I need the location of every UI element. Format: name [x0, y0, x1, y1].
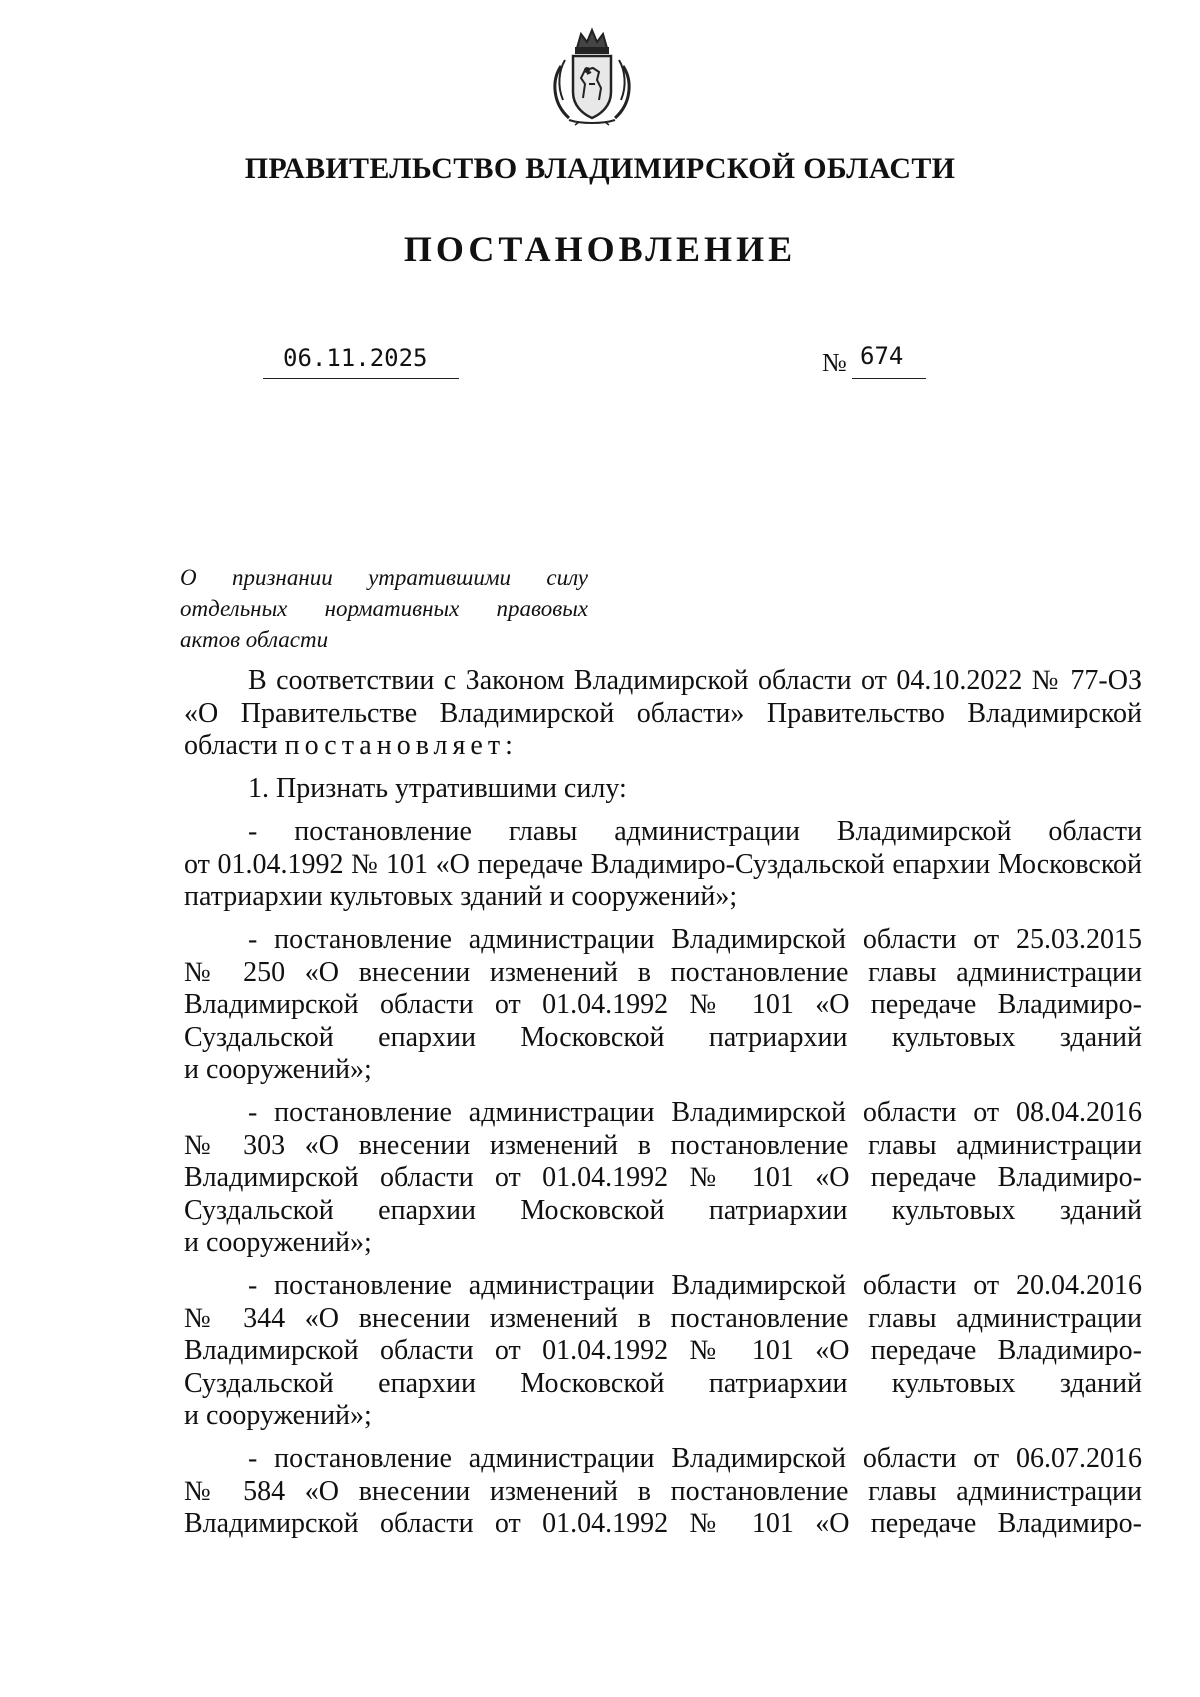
- body-line: - постановление администрации Владимирской области от 25.03.2015: [248, 924, 1142, 955]
- resolves-word: постановляет:: [284, 730, 518, 761]
- body-line: и сооружений»;: [184, 1054, 372, 1085]
- list-entry: [184, 1443, 1142, 1541]
- body-line: от 01.04.1992 № 101 «О передаче Владимиро-Суздальской епархии Московской: [184, 848, 1142, 880]
- document-number: 674: [860, 342, 904, 370]
- intro-paragraph: [184, 665, 1142, 763]
- body-line: Владимирской области от 01.04.1992 № 101 «О передаче Владимиро-: [184, 1162, 1142, 1193]
- body-line: № 250 «О внесении изменений в постановление главы администрации: [184, 956, 1142, 988]
- body-line: 1. Признать утратившими силу:: [248, 773, 627, 804]
- body-line: области постановляет:: [184, 730, 518, 761]
- list-entry: [184, 816, 1142, 914]
- list-entry: [184, 1270, 1142, 1433]
- body-line: патриархии культовых зданий и сооружений»;: [184, 881, 738, 912]
- title-line: О признании утратившими силу: [180, 565, 588, 590]
- body-line: «О Правительстве Владимирской области» Правительство Владимирской: [184, 697, 1142, 729]
- body-line: Владимирской области от 01.04.1992 № 101 «О передаче Владимиро-: [184, 1335, 1142, 1366]
- body-line: - постановление главы администрации Владимирской области: [248, 816, 1142, 847]
- body-line: № 344 «О внесении изменений в постановление главы администрации: [184, 1302, 1142, 1334]
- organization-name: ПРАВИТЕЛЬСТВО ВЛАДИМИРСКОЙ ОБЛАСТИ: [244, 152, 956, 185]
- body-line: - постановление администрации Владимирской области от 06.07.2016: [248, 1443, 1142, 1474]
- body-line: В соответствии с Законом Владимирской области от 04.10.2022 № 77-ОЗ: [248, 665, 1142, 696]
- body-line: Владимирской области от 01.04.1992 № 101 «О передаче Владимиро-: [184, 989, 1142, 1020]
- body-line: № 303 «О внесении изменений в постановление главы администрации: [184, 1129, 1142, 1161]
- body-line: и сооружений»;: [184, 1227, 372, 1258]
- body-line: Суздальской епархии Московской патриархии культовых зданий: [184, 1367, 1142, 1399]
- document-type: ПОСТАНОВЛЕНИЕ: [403, 229, 797, 269]
- body-line: Владимирской области от 01.04.1992 № 101 «О передаче Владимиро-: [184, 1508, 1142, 1539]
- document-body: [184, 665, 1142, 1551]
- item-1-paragraph: [184, 773, 1142, 806]
- body-line: - постановление администрации Владимирской области от 20.04.2016: [248, 1270, 1142, 1301]
- title-line: актов области: [180, 627, 329, 652]
- title-line: отдельных нормативных правовых: [180, 596, 588, 621]
- number-sign: №: [822, 348, 847, 377]
- body-line: Суздальской епархии Московской патриархии культовых зданий: [184, 1021, 1142, 1053]
- date-underline: [263, 378, 459, 379]
- list-entry: [184, 1097, 1142, 1260]
- coat-of-arms-icon: [541, 26, 643, 126]
- body-line: № 584 «О внесении изменений в постановление главы администрации: [184, 1475, 1142, 1507]
- body-line: и сооружений»;: [184, 1400, 372, 1431]
- body-line: - постановление администрации Владимирской области от 08.04.2016: [248, 1097, 1142, 1128]
- document-title: [180, 562, 588, 655]
- number-underline: [852, 378, 926, 379]
- list-entry: [184, 924, 1142, 1087]
- document-date: 06.11.2025: [283, 344, 428, 372]
- body-line: Суздальской епархии Московской патриархии культовых зданий: [184, 1194, 1142, 1226]
